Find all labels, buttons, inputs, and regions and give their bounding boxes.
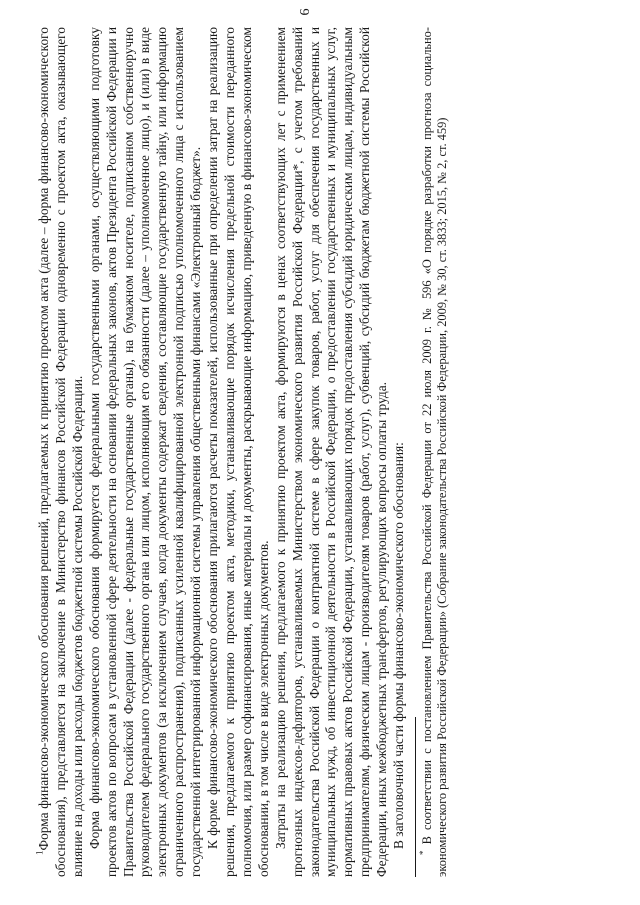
paragraph-text: Форма финансово-экономического обоснования решений, предлагаемых к принятию проектом акта (далее – форма финансово-экономического обоснования), представляется на заключение в Министерство финансов Российской Федерации одновременно с проектом акта, оказывающего влияние на доходы или расходы бюджетов бюджетной системы Российской Федерации. bbox=[36, 27, 85, 877]
paragraph-purpose bbox=[36, 27, 87, 877]
footnote-text: В соответствии с постановлением Правительства Российской Федерации от 22 июля 2009 г. № 596 «О порядке разработки прогноза социально-экономического развития Российской Федерации» (Собрание законодательства Российской Федерации, 2009, № 30, ст. 3833; 2015, № 2, ст. 459) bbox=[419, 27, 450, 877]
page-number: 6 bbox=[298, 8, 313, 16]
paragraph-attachments bbox=[205, 27, 273, 877]
paragraph-marker: 1 bbox=[34, 850, 45, 855]
footnote-marker: * bbox=[417, 850, 428, 855]
paragraph-text: В заголовочной части формы финансово-экономического обоснования: bbox=[391, 442, 407, 849]
footnote-divider bbox=[415, 717, 416, 877]
paragraph-costs bbox=[273, 27, 391, 877]
paragraph-text: Форма финансово-экономического обоснования формируется федеральными государственными органами, осуществляющими подготовку проектов актов по вопросам в установленной сфере деятельности на основании федеральных законов, актов Президента Российской Федерации и Правительства Российской Федерации (далее - федеральные государственные органы), на бумажном носителе, подписанном собственноручно руководителем федерального государственного органа или лицом, исполняющим его обязанности (далее – уполномоченное лицо), и (или) в виде электронных документов (за исключением случаев, когда документы содержат сведения, составляющие государственную тайну, или информацию ограниченного распространения), подписанных усиленной квалифицированной электронной подписью уполномоченного лица с использованием государственной интегрированной информационной системы управления общественными финансами «Электронный бюджет». bbox=[86, 27, 204, 877]
footnote bbox=[417, 27, 450, 877]
paragraph-text: Затраты на реализацию решения, предлагаемого к принятию проектом акта, формируются в ценах соответствующих лет с применением прогнозных индексов-дефляторов, устанавливаемых Министерством экономического развития Российской Федерации*, с учетом требований законодательства Российской Федерации о контрактной системе в сфере закупок товаров, работ, услуг для обеспечения государственных и муниципальных нужд, об инвестиционной деятельности в Российской Федерации, о предоставлении государственных и муниципальных услуг, нормативных правовых актов Российской Федерации, устанавливающих порядок предоставления субсидий юридическим лицам, индивидуальным предпринимателям, физическим лицам - производителям товаров (работ, услуг), субвенций, субсидий бюджетам бюджетной системы Российской Федерации, иных межбюджетных трансфертов, регулирующих вопросы оплаты труда. bbox=[272, 27, 390, 877]
paragraph-formation bbox=[87, 27, 205, 877]
rotated-text-block bbox=[34, 8, 596, 877]
paragraph-text: К форме финансово-экономического обоснования прилагаются расчеты показателей, использованные при определении затрат на реализацию решения, предлагаемого к принятию проектом акта, методики, устанавливающие порядок исчисления предельной стоимости переданного полномочия, или размер софинансирования, иные материалы и документы, раскрывающие информацию, приведенную в финансово-экономическом обосновании, в том числе в виде электронных документов. bbox=[205, 27, 271, 877]
paragraph-header-part bbox=[391, 27, 408, 877]
